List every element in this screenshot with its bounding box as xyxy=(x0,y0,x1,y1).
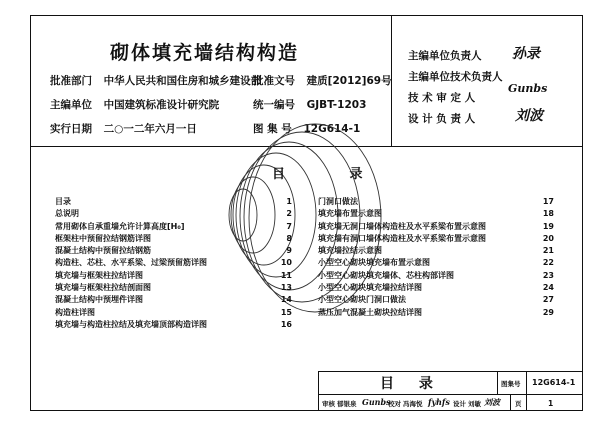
check-name: 冯海悦 xyxy=(403,400,423,408)
toc-entry-page: 24 xyxy=(542,283,554,293)
toc-entry[interactable] xyxy=(318,282,554,294)
toc-entry-page: 8 xyxy=(286,233,292,243)
check-label: 校对 xyxy=(388,400,401,408)
signature-design-lead: 刘波 xyxy=(515,108,543,124)
toc-entry-page: 29 xyxy=(542,307,554,317)
role-reviewer: 技 术 审 定 人 xyxy=(408,92,476,104)
atlas-no-label: 图 集 号 xyxy=(253,123,292,135)
toc-right-column xyxy=(318,196,554,319)
toc-entry-title: 填充墙与构造柱拉结及填充墙顶部构造详图 xyxy=(55,319,207,329)
toc-entry-title: 小型空心砌块填充墙布置示意图 xyxy=(318,258,430,268)
toc-entry[interactable] xyxy=(318,221,554,233)
review-name: 郁银泉 xyxy=(337,400,357,408)
unified-no-row xyxy=(253,97,366,112)
design-name: 刘敏 xyxy=(468,400,481,408)
toc-entry-page: 1 xyxy=(286,197,292,206)
review-signature: Gunbs xyxy=(362,397,391,407)
toc-entry[interactable] xyxy=(55,307,292,319)
toc-entry-title: 填充墙无洞口墙体构造柱及水平系梁布置示意图 xyxy=(318,221,486,231)
title-block-atlas-no: 12G614-1 xyxy=(532,378,576,387)
signature-chief-editor: 孙录 xyxy=(512,46,540,62)
toc-entry[interactable] xyxy=(318,270,554,282)
unified-no-value: GJBT-1203 xyxy=(306,99,367,111)
toc-entry-title: 小型空心砌块填充墙拉结详图 xyxy=(318,283,422,293)
toc-entry-page: 13 xyxy=(280,283,292,293)
toc-entry[interactable] xyxy=(55,196,292,208)
toc-entry[interactable] xyxy=(55,319,292,331)
role-tech-lead: 主编单位技术负责人 xyxy=(408,71,503,83)
toc-entry[interactable] xyxy=(318,233,554,245)
toc-entry[interactable] xyxy=(55,257,292,269)
toc-entry-page: 10 xyxy=(280,258,292,268)
title-block-top-border xyxy=(318,371,583,372)
approval-dept-row xyxy=(50,73,261,88)
toc-entry-title: 构造柱、芯柱、水平系梁、过梁预留筋详图 xyxy=(55,258,207,268)
toc-entry[interactable] xyxy=(318,208,554,220)
toc-entry-title: 填充墙布置示意图 xyxy=(318,209,382,219)
toc-entry-page: 19 xyxy=(542,221,554,231)
toc-entry[interactable] xyxy=(318,307,554,319)
toc-entry[interactable] xyxy=(55,294,292,306)
toc-entry[interactable] xyxy=(55,208,292,220)
atlas-no-row xyxy=(253,121,360,136)
toc-entry[interactable] xyxy=(55,245,292,257)
impl-date-value: 二○一二年六月一日 xyxy=(103,123,197,135)
approval-doc-label: 批准文号 xyxy=(253,75,295,87)
impl-date-label: 实行日期 xyxy=(50,123,92,135)
role-design-lead: 设 计 负 责 人 xyxy=(408,113,476,125)
title-block-divider xyxy=(497,371,498,394)
unified-no-label: 统一编号 xyxy=(253,99,295,111)
page-number: 1 xyxy=(548,399,554,408)
impl-date-row xyxy=(50,121,197,136)
design-label: 设计 xyxy=(453,400,466,408)
toc-entry-page: 11 xyxy=(280,270,292,280)
page-title: 砌体填充墙结构构造 xyxy=(110,42,300,64)
page-label: 页 xyxy=(515,400,522,408)
approval-doc-value: 建质[2012]69号 xyxy=(306,75,392,87)
toc-heading: 目 录 xyxy=(272,167,393,182)
title-block-left-border xyxy=(318,371,319,411)
toc-entry-page: 18 xyxy=(542,209,554,219)
toc-entry-title: 填充墙与框架柱拉结详图 xyxy=(55,270,143,280)
design-signature: 刘波 xyxy=(484,397,500,407)
toc-entry-title: 目录 xyxy=(55,197,71,206)
toc-entry[interactable] xyxy=(55,270,292,282)
title-block-title: 目 录 xyxy=(380,376,443,392)
toc-entry-page: 23 xyxy=(542,270,554,280)
title-block-mid-border xyxy=(318,394,583,395)
toc-entry-title: 小型空心砌块门洞口做法 xyxy=(318,295,406,305)
title-block-atlas-label: 图集号 xyxy=(501,380,521,388)
approval-dept-label: 批准部门 xyxy=(50,75,92,87)
toc-entry-title: 框架柱中预留拉结钢筋详图 xyxy=(55,233,151,243)
toc-left-column xyxy=(55,196,292,331)
toc-entry[interactable] xyxy=(55,221,292,233)
toc-entry-title: 总说明 xyxy=(55,209,79,219)
approval-doc-row xyxy=(253,73,392,88)
review-label: 审核 xyxy=(322,400,335,408)
toc-entry-page: 7 xyxy=(286,221,292,231)
editor-unit-label: 主编单位 xyxy=(50,99,92,111)
editor-unit-row xyxy=(50,97,219,112)
toc-entry-page: 15 xyxy=(280,307,292,317)
toc-entry[interactable] xyxy=(55,233,292,245)
signature-tech-reviewer: Gunbs xyxy=(508,82,548,95)
title-block-divider xyxy=(526,371,527,411)
toc-entry[interactable] xyxy=(318,294,554,306)
toc-entry-title: 小型空心砌块填充墙体、芯柱构部详图 xyxy=(318,270,454,280)
toc-entry-page: 9 xyxy=(286,246,292,256)
toc-entry-title: 常用砌体自承重墙允许计算高度[H₀] xyxy=(55,221,185,231)
toc-entry-title: 混凝土结构中预埋件详图 xyxy=(55,295,143,305)
toc-entry[interactable] xyxy=(318,196,554,208)
toc-entry-page: 20 xyxy=(542,233,554,243)
toc-entry-page: 2 xyxy=(286,209,292,219)
toc-entry[interactable] xyxy=(318,257,554,269)
toc-entry-page: 22 xyxy=(542,258,554,268)
toc-entry-page: 16 xyxy=(280,319,292,329)
toc-entry-title: 混凝土结构中预留拉结钢筋 xyxy=(55,246,151,256)
atlas-no-value: 12G614-1 xyxy=(303,123,361,135)
toc-entry-page: 17 xyxy=(542,197,554,206)
toc-entry-title: 填充墙与框架柱拉结剖面图 xyxy=(55,283,151,293)
check-signature: fyhfs xyxy=(428,397,450,407)
title-block-divider xyxy=(510,394,511,411)
toc-entry-title: 填充墙拉结示意图 xyxy=(318,246,382,256)
toc-entry-title: 构造柱详图 xyxy=(55,307,95,317)
role-chief-editor: 主编单位负责人 xyxy=(408,50,482,62)
toc-entry-title: 填充墙有洞口墙体构造柱及水平系梁布置示意图 xyxy=(318,233,486,243)
toc-entry-title: 门洞口做法 xyxy=(318,197,358,206)
editor-unit-value: 中国建筑标准设计研究院 xyxy=(103,99,220,111)
approval-dept-value: 中华人民共和国住房和城乡建设部 xyxy=(103,75,262,87)
toc-entry-title: 蒸压加气混凝土砌块拉结详图 xyxy=(318,307,422,317)
toc-entry[interactable] xyxy=(318,245,554,257)
toc-entry[interactable] xyxy=(55,282,292,294)
toc-entry-page: 27 xyxy=(542,295,554,305)
toc-entry-page: 14 xyxy=(280,295,292,305)
toc-entry-page: 21 xyxy=(542,246,554,256)
